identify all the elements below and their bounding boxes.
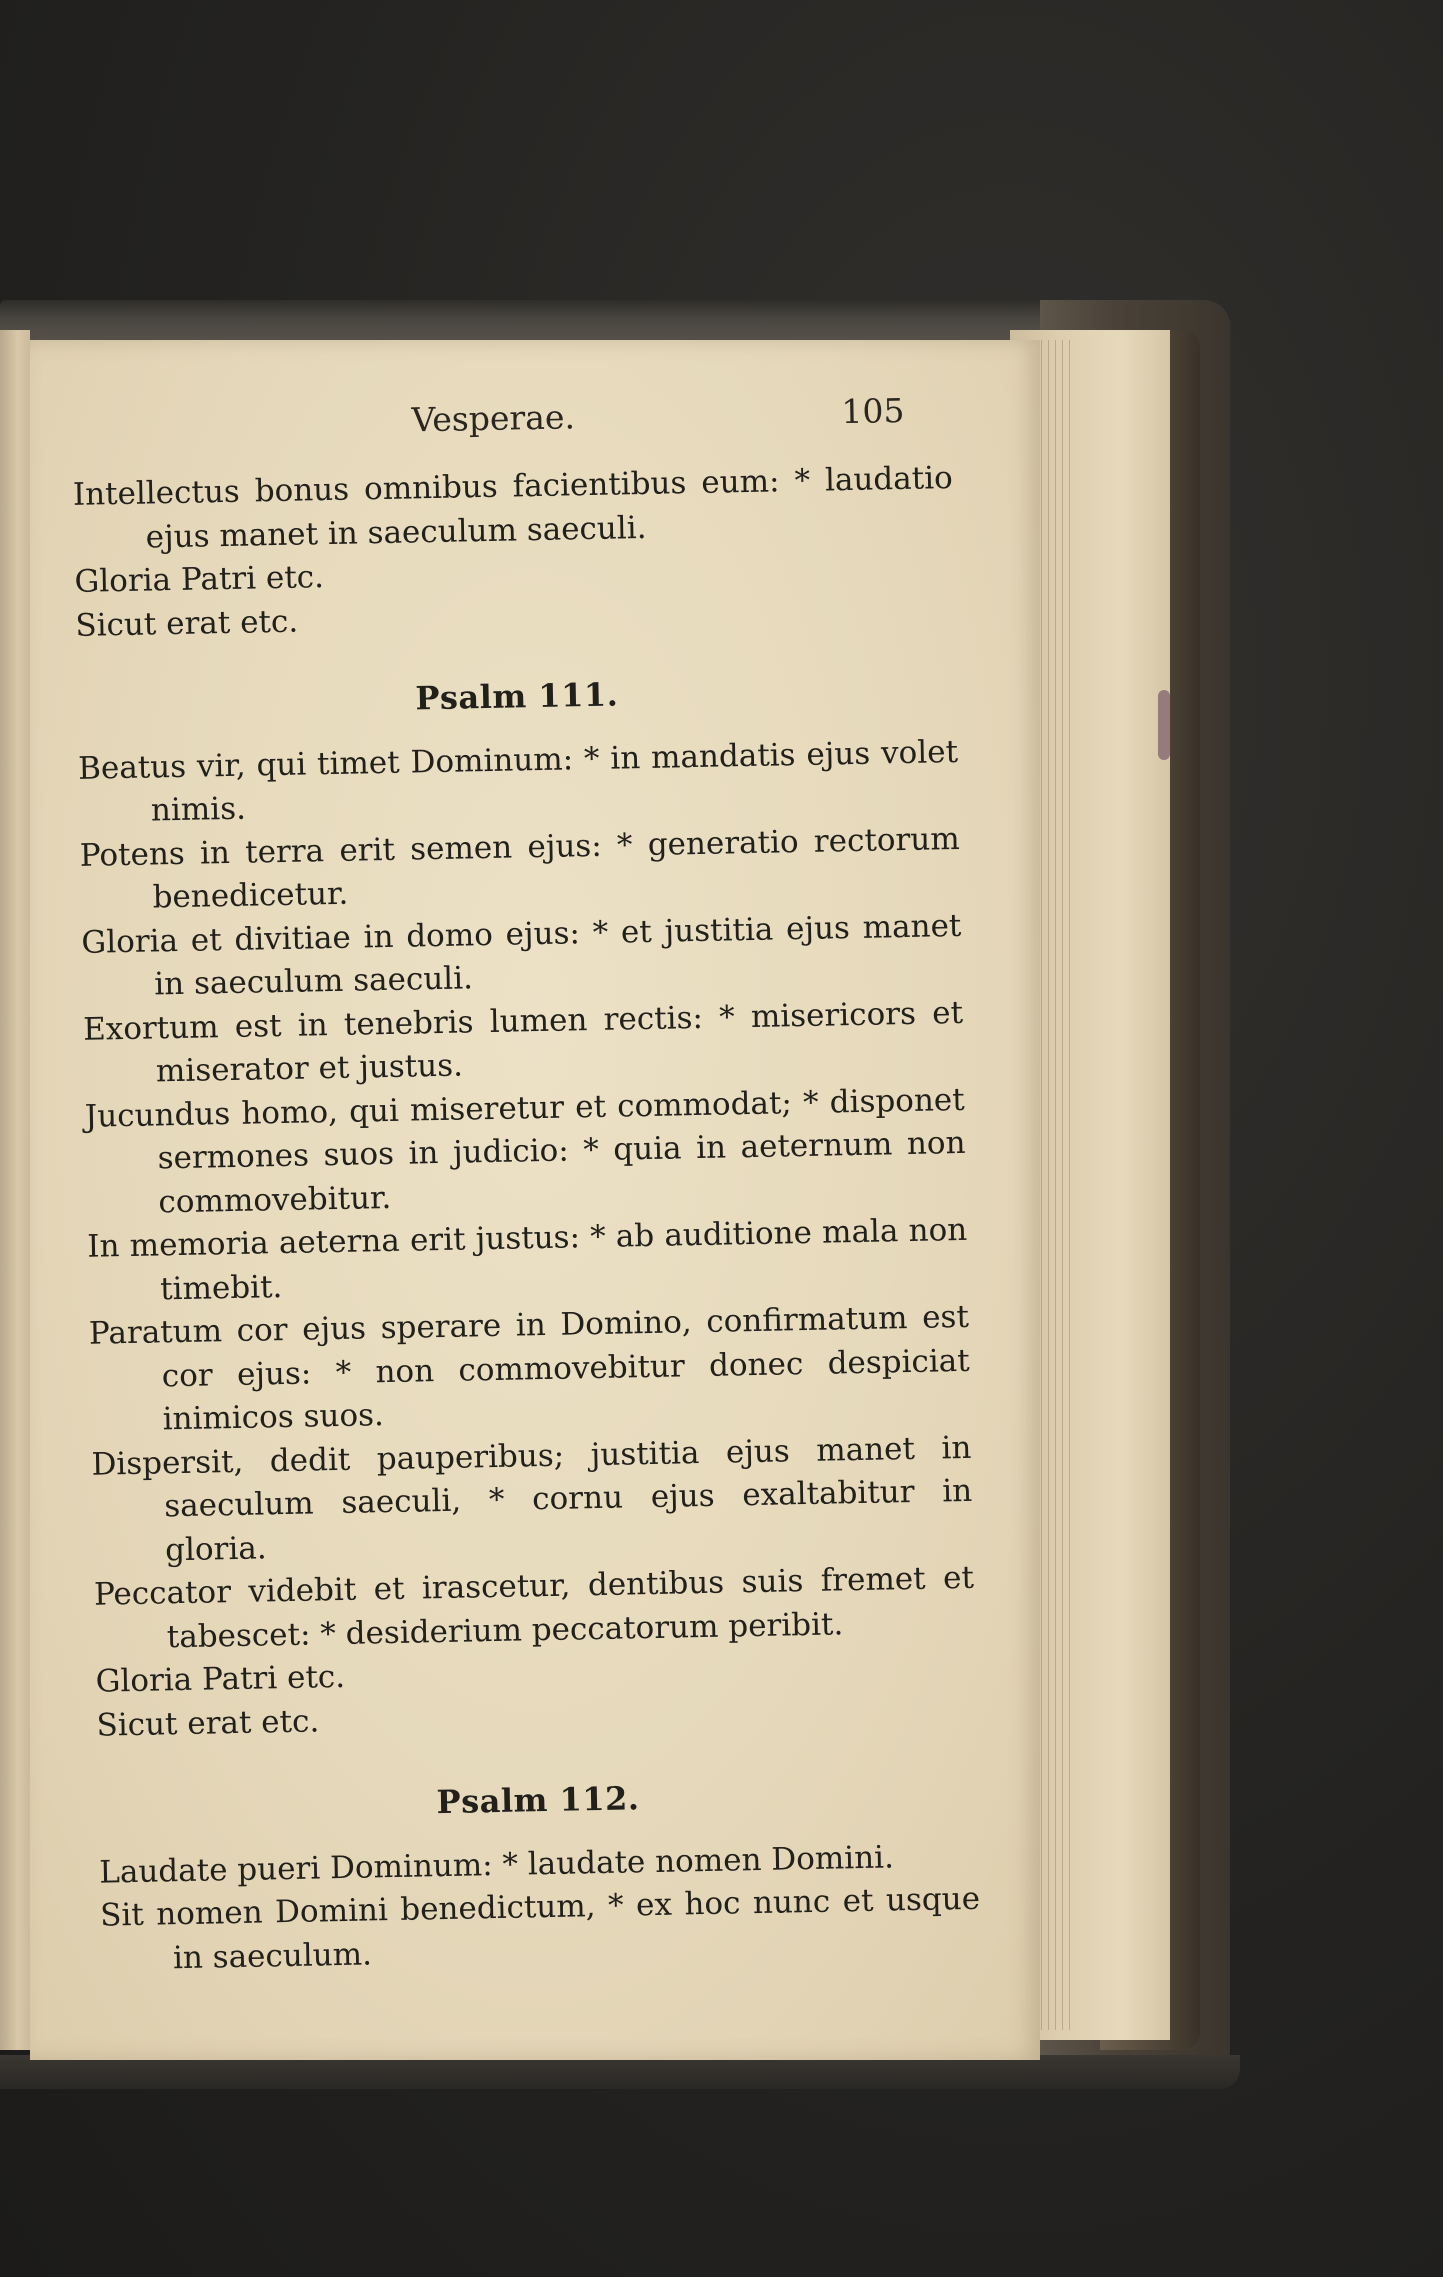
verse: Paratum cor ejus sperare in Domino, confirmatum est cor ejus: * non commovebitur donec despiciat inimicos suos. xyxy=(88,1298,971,1438)
page-content xyxy=(30,340,1040,2060)
spine-mark xyxy=(1158,690,1170,760)
doxology-line: Gloria Patri etc. xyxy=(74,559,325,600)
verse: Dispersit, dedit pauperibus; justitia ejus manet in saeculum saeculi, * cornu ejus exaltabitur in gloria. xyxy=(91,1429,973,1568)
verse: Sit nomen Domini benedictum, * ex hoc nunc et usque in saeculum. xyxy=(99,1880,981,1976)
running-title: Vesperae. xyxy=(411,397,576,440)
psalm-111-heading: Psalm 111. xyxy=(415,675,619,718)
book-binding-bottom xyxy=(0,2055,1240,2089)
previous-page-edge xyxy=(0,330,30,2050)
verse: Potens in terra erit semen ejus: * generatio rectorum benedicetur. xyxy=(79,820,960,916)
doxology-line: Sicut erat etc. xyxy=(96,1702,320,1744)
page-number: 105 xyxy=(841,390,905,432)
verse: Gloria et divitiae in domo ejus: * et justitia ejus manet in saeculum saeculi. xyxy=(81,907,962,1003)
verse: Peccator videbit et irascetur, dentibus suis fremet et tabescet: * desiderium peccatorum peribit. xyxy=(93,1559,975,1655)
verse: Laudate pueri Dominum: * laudate nomen Domini. xyxy=(98,1838,895,1891)
psalm-112-heading: Psalm 112. xyxy=(436,1779,640,1822)
doxology-line: Sicut erat etc. xyxy=(75,603,299,644)
page-header xyxy=(31,388,1040,457)
verse: Intellectus bonus omnibus facientibus eum: * laudatio ejus manet in saeculum saeculi. xyxy=(72,460,954,556)
verse: In memoria aeterna erit justus: * ab auditione mala non timebit. xyxy=(86,1211,968,1307)
page-text xyxy=(72,457,981,1982)
verse: Exortum est in tenebris lumen rectis: * misericors et miserator et justus. xyxy=(82,994,964,1090)
book-page xyxy=(30,340,1040,2060)
doxology-line: Gloria Patri etc. xyxy=(95,1658,346,1700)
verse: Jucundus homo, qui miseretur et commodat; * disponet sermones suos in judicio: * quia in aeternum non commovebitur. xyxy=(84,1081,966,1220)
verse: Beatus vir, qui timet Dominum: * in mandatis ejus volet nimis. xyxy=(77,733,959,829)
